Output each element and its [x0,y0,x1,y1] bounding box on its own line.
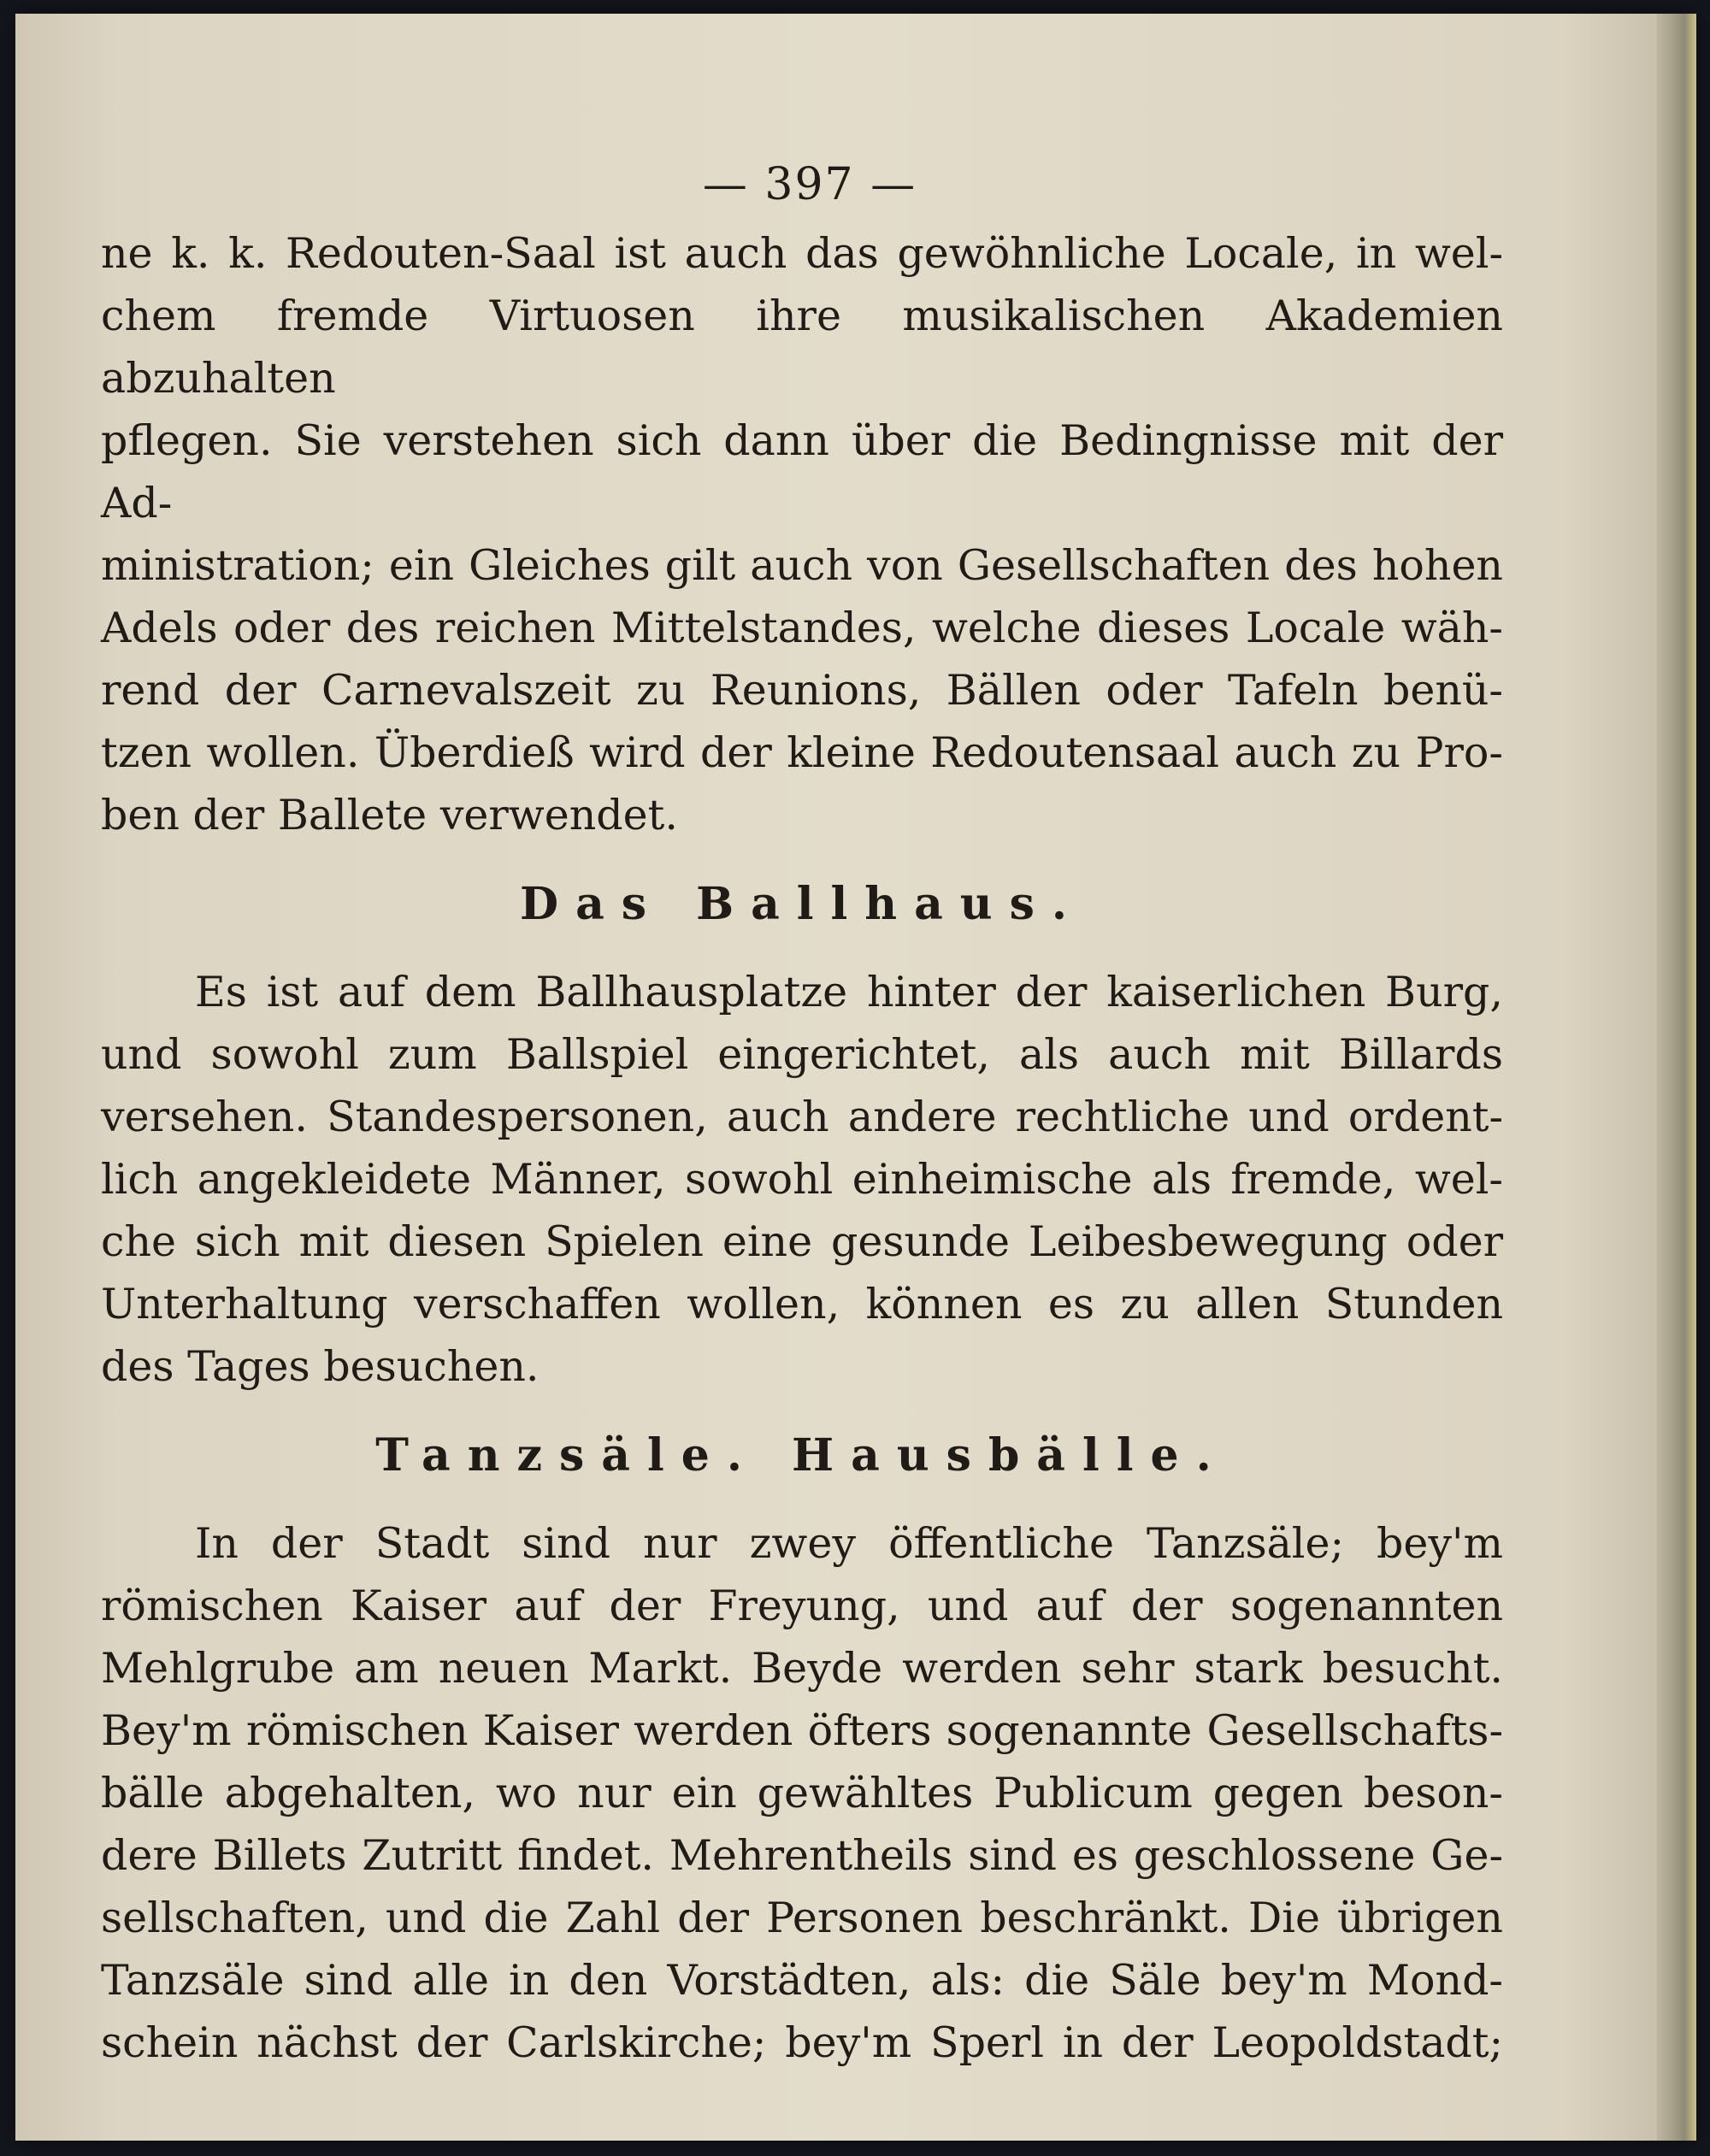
text-line: pflegen. Sie verstehen sich dann über die Bedingnisse mit der Ad- [101,416,1503,527]
text-line: che sich mit diesen Spielen eine gesunde Leibesbewegung oder [101,1217,1503,1266]
text-line: Bey'm römischen Kaiser werden öfters sogenannte Gesellschafts- [101,1706,1503,1755]
text-line: Es ist auf dem Ballhausplatze hinter der kaiserlichen Burg, [195,968,1503,1016]
text-line: versehen. Standespersonen, auch andere rechtliche und ordent- [101,1093,1503,1141]
text-line: des Tages besuchen. [101,1342,540,1391]
text-line: Mehlgrube am neuen Markt. Beyde werden sehr stark besucht. [101,1644,1503,1693]
paragraph-tanzsaele [101,1512,1503,2074]
text-line: ministration; ein Gleiches gilt auch von Gesellschaften des hohen [101,541,1503,590]
text-line: In der Stadt sind nur zwey öffentliche Tanzsäle; bey'm [195,1519,1503,1568]
text-line: schein nächst der Carlskirche; bey'm Sperl in der Leopoldstadt; [101,2018,1503,2067]
text-line: Tanzsäle sind alle in den Vorstädten, als: die Säle bey'm Mond- [101,1956,1503,2005]
text-line: lich angekleidete Männer, sowohl einheimische als fremde, wel- [101,1155,1503,1204]
page-edge [1657,14,1696,2141]
text-line: chem fremde Virtuosen ihre musikalischen Akademien abzuhalten [101,292,1503,403]
text-line: dere Billets Zutritt findet. Mehrentheils sind es geschlossene Ge- [101,1831,1503,1880]
heading-tanzsaele: Tanzsäle. Hausbälle. [375,1429,1229,1482]
book-page [15,14,1696,2141]
heading-ballhaus: Das Ballhaus. [519,878,1084,930]
text-line: Unterhaltung verschaffen wollen, können es zu allen Stunden [101,1280,1503,1328]
text-line: römischen Kaiser auf der Freyung, und auf der sogenannten [101,1582,1503,1630]
text-line: und sowohl zum Ballspiel eingerichtet, als auch mit Billards [101,1030,1503,1079]
text-line: ben der Ballete verwendet. [101,791,678,839]
text-line: rend der Carnevalszeit zu Reunions, Bällen oder Tafeln benü- [101,666,1503,715]
page-number: — 397 — [702,159,917,210]
text-line: Adels oder des reichen Mittelstandes, welche dieses Locale wäh- [101,604,1503,652]
text-block [101,159,1503,2074]
text-line: tzen wollen. Überdieß wird der kleine Redoutensaal auch zu Pro- [101,728,1503,777]
text-line: sellschaften, und die Zahl der Personen beschränkt. Die übrigen [101,1894,1503,1942]
text-line: ne k. k. Redouten-Saal ist auch das gewöhnliche Locale, in wel- [101,229,1503,278]
text-line: bälle abgehalten, wo nur ein gewähltes Publicum gegen beson- [101,1769,1503,1817]
paragraph-intro [101,222,1503,846]
paragraph-ballhaus [101,961,1503,1398]
